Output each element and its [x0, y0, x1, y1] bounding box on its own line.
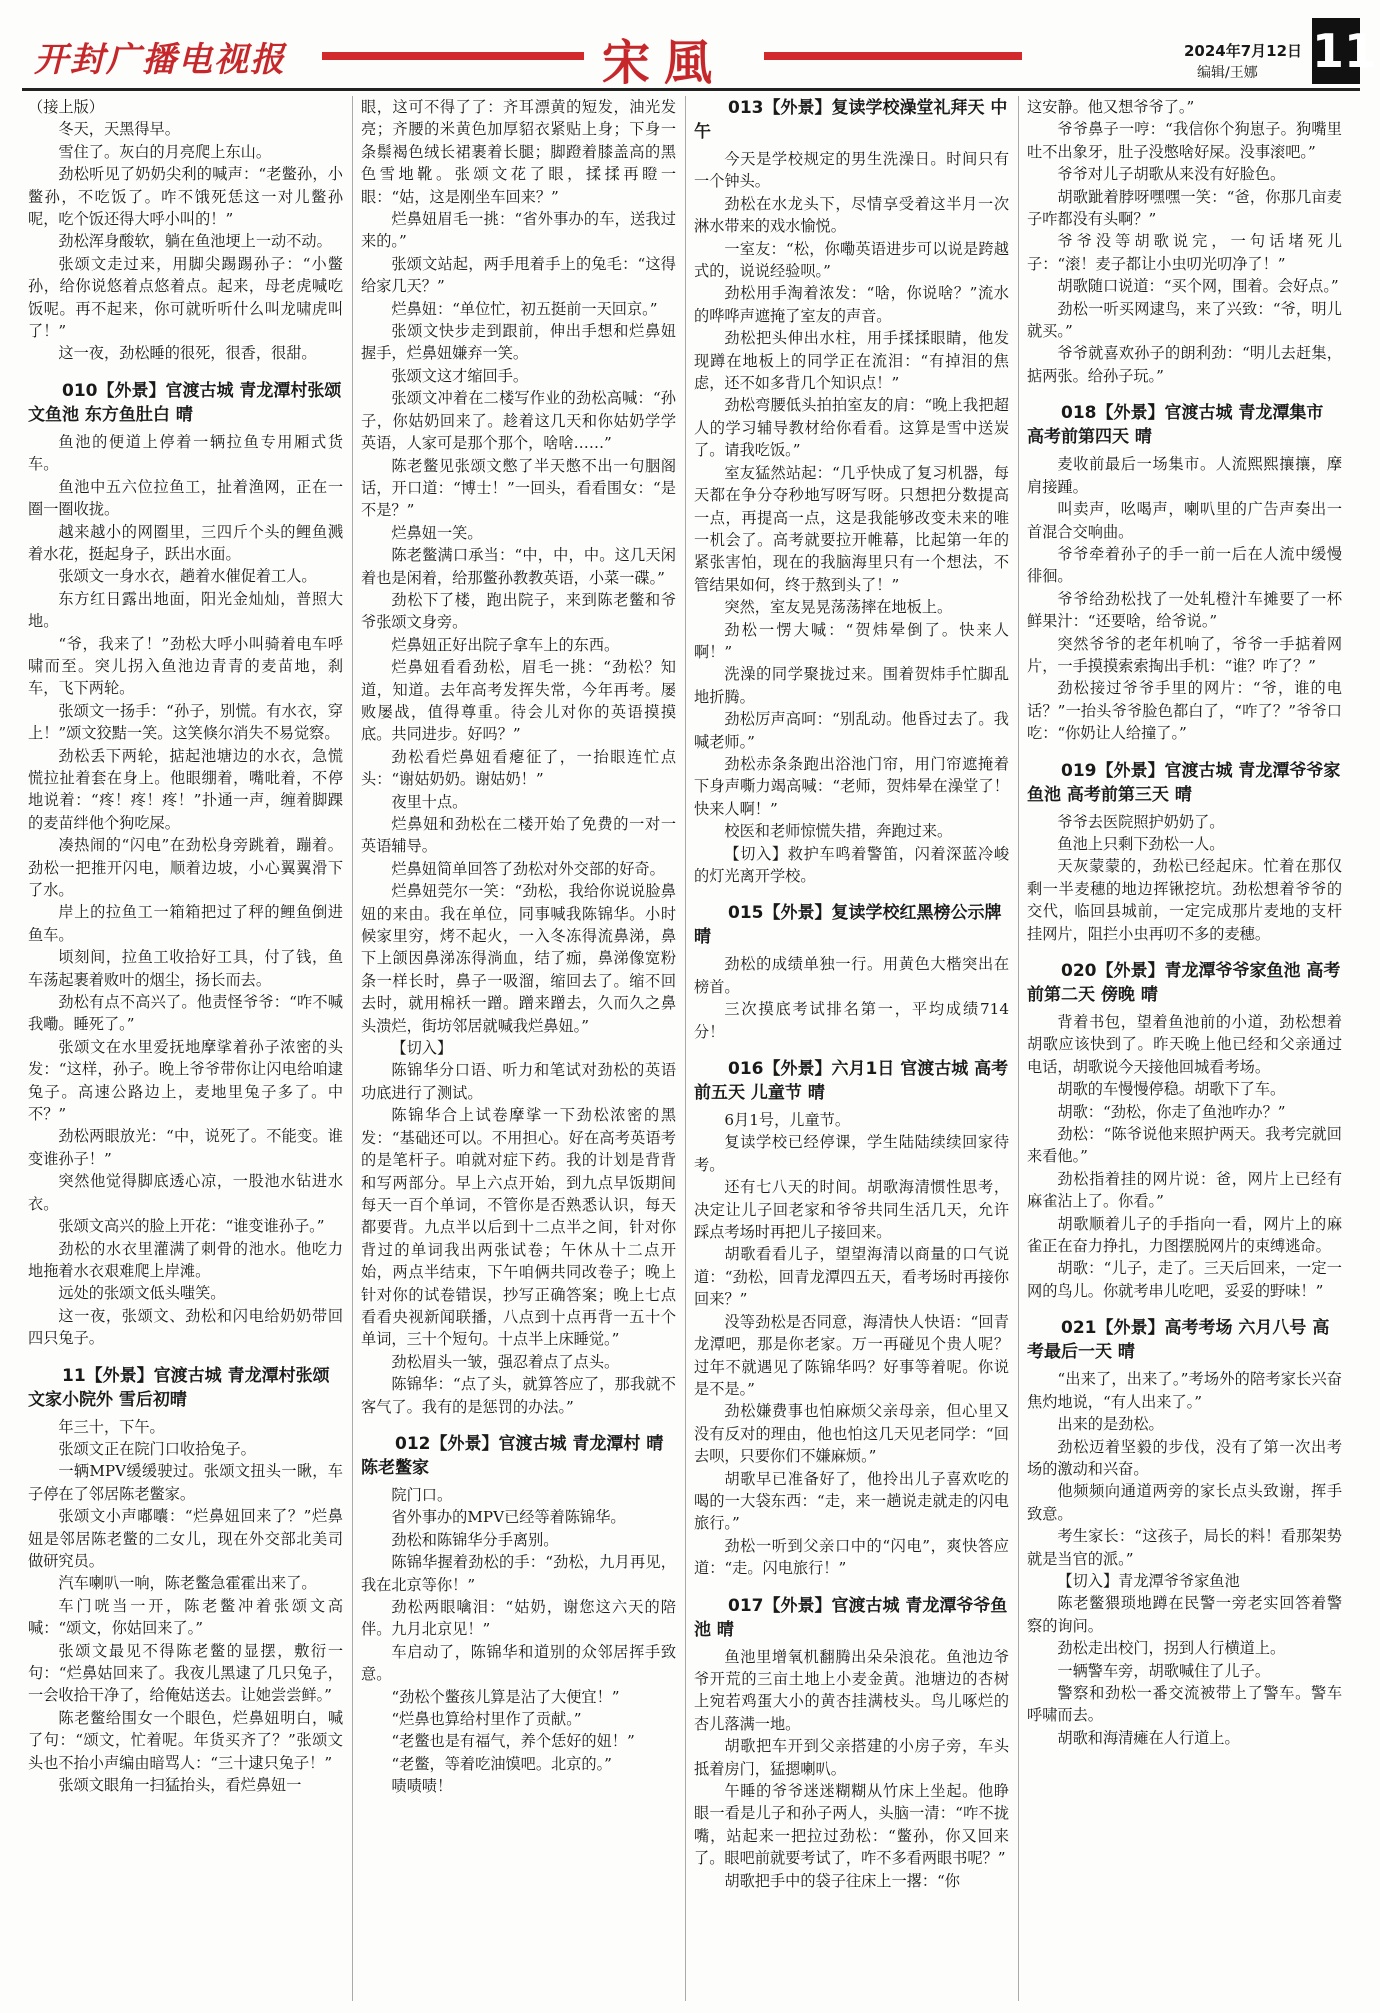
paragraph: 张颂文正在院门口收拾兔子。 [58, 1439, 256, 1458]
paragraph: 张颂文眼角一扫猛抬头，看烂鼻妞一 [58, 1776, 302, 1795]
paragraph: 校医和老师惊慌失措，奔跑过来。 [724, 822, 953, 841]
paragraph: 劲松：“陈爷说他来照护两天。我考完就回来看他。” [1027, 1125, 1342, 1166]
paragraph: 胡歌看看儿子，望望海清以商量的口气说道：“劲松，回青龙潭四五天，看考场时再接你回来？” [694, 1245, 1009, 1309]
paragraph: 陈锦华分口语、听力和笔试对劲松的英语功底进行了测试。 [361, 1061, 676, 1102]
paragraph: 省外事办的MPV已经等着陈锦华。 [391, 1508, 626, 1527]
paragraph: 三次摸底考试排名第一，平均成绩714分！ [694, 1000, 1009, 1041]
paragraph: 啧啧啧！ [391, 1777, 453, 1796]
paragraph: 车门咣当一开，陈老鳖冲着张颂文高喊：“颂文，你姑回来了。” [28, 1596, 343, 1638]
paragraph: 复读学校已经停课，学生陆陆续续回家待考。 [694, 1133, 1009, 1174]
paragraph: 今天是学校规定的男生洗澡日。时间只有一个钟头。 [694, 150, 1009, 191]
scene-heading: 015【外景】复读学校红黑榜公示牌 晴 [694, 903, 1002, 948]
paragraph: 一辆警车旁，胡歌喊住了儿子。 [1057, 1661, 1271, 1680]
paragraph: 一辆MPV缓缓驶过。张颂文扭头一瞅，车子停在了邻居陈老鳖家。 [28, 1462, 343, 1503]
scene-heading: 012【外景】官渡古城 青龙潭村 晴 陈老鳖家 [361, 1433, 664, 1478]
paragraph: 陈老鳖给围女一个眼色，烂鼻妞明白，喊了句：“颂文，忙着呢。年货买齐了？”张颂文头也不抬小声编由暗骂人：“三十逮只兔子！” [28, 1708, 343, 1772]
editor-credit: 编辑/王娜 [1197, 65, 1258, 81]
paragraph: 还有七八天的时间。胡歌海清惯性思考，决定让儿子回老家和爷爷共同生活几天，允许踩点考场时再把儿子接回来。 [694, 1178, 1009, 1242]
paragraph: 突然，室友晃晃荡荡摔在地板上。 [724, 598, 953, 617]
scene-heading: 021【外景】高考考场 六月八号 高考最后一天 晴 [1027, 1318, 1330, 1363]
paragraph: 远处的张颂文低头嗤笑。 [58, 1284, 226, 1303]
scene-heading: 010【外景】官渡古城 青龙潭村张颂文鱼池 东方鱼肚白 晴 [28, 380, 342, 425]
paragraph: 【切入】青龙潭爷爷家鱼池 [1057, 1571, 1240, 1590]
paragraph: 警察和劲松一番交流被带上了警车。警车呼啸而去。 [1027, 1683, 1342, 1725]
paragraph: 陈锦华：“点了头，就算答应了，那我就不客气了。我有的是惩罚的办法。” [361, 1375, 676, 1416]
paragraph: 张颂文站起，两手甩着手上的兔毛：“这得给家几天？” [361, 254, 676, 296]
paragraph: 张颂文快步走到跟前，伸出手想和烂鼻妞握手，烂鼻妞嫌弃一笑。 [361, 322, 676, 363]
paragraph: “烂鼻也算给村里作了贡献。” [391, 1710, 582, 1729]
paragraph: 张颂文小声嘟囔：“烂鼻妞回来了？”烂鼻妞是邻居陈老鳖的二女儿，现在外交部北美司做研究员。 [28, 1507, 343, 1570]
column-1 [28, 96, 343, 2001]
paragraph: 爷爷给劲松找了一处轧橙汁车摊要了一杯鲜果汁：“还要啥，给爷说。” [1027, 589, 1342, 631]
paragraph: 张颂文走过来，用脚尖踢踢孙子：“小鳖孙，给你说悠着点悠着点。起来，母老虎喊吃饭呢。再不起来，你可就听听什么叫龙啸虎叫了！” [28, 254, 343, 341]
paragraph: 烂鼻妞正好出院子拿车上的东西。 [391, 635, 620, 654]
paragraph: 室友猛然站起：“几乎快成了复习机器，每天都在争分夺秒地写呀写呀。只想把分数提高一点，再提高一点，这是我能够改变未来的唯一机会了。高考就要拉开帷幕，比起第一年的紧张害怕，现在的我脑海里只有一个想法，不管结果如何，终于熬到头了！” [694, 463, 1009, 594]
column-divider [1018, 96, 1019, 2001]
paragraph: 这一夜，劲松睡的很死，很香，很甜。 [58, 344, 317, 363]
paragraph: 麦收前最后一场集市。人流熙熙攘攘，摩肩接踵。 [1027, 455, 1342, 496]
paragraph: 劲松把头伸出水柱，用手揉揉眼睛，他发现蹲在地板上的同学正在流泪：“有掉泪的焦虑，还不如多背几个知识点！” [694, 329, 1009, 393]
paragraph: 爷爷鼻子一哼：“我信你个狗崽子。狗嘴里吐不出象牙，肚子没憋啥好屎。没事滚吧。” [1027, 120, 1342, 161]
paragraph: 劲松厉声高呵：“别乱动。他昏过去了。我喊老师。” [694, 710, 1009, 751]
paragraph: 张颂文一扬手：“孙子，别慌。有水衣，穿上！”颂文狡黠一笑。这笑倏尔消失不易觉察。 [28, 701, 343, 743]
paragraph: 顷刻间，拉鱼工收拾好工具，付了钱，鱼车荡起裹着败叶的烟尘，扬长而去。 [28, 948, 343, 989]
paragraph: 胡歌把手中的袋子往床上一撂：“你 [724, 1871, 960, 1890]
paragraph: 午睡的爷爷迷迷糊糊从竹床上坐起。他睁眼一看是儿子和孙子两人，头脑一清：“咋不拢嘴，站起来一把拉过劲松：“鳖孙，你又回来了。眼吧前就要考试了，咋不多看两眼书呢？” [694, 1782, 1009, 1868]
paragraph: 【切入】救护车鸣着警笛，闪着深蓝冷峻的灯光离开学校。 [694, 844, 1009, 885]
paragraph: 突然他觉得脚底透心凉，一股池水钻进水衣。 [28, 1172, 343, 1213]
paper-name: 开封广播电视报 [34, 40, 286, 80]
masthead-red-bar-left [322, 52, 584, 60]
paragraph: 胡歌把车开到父亲搭建的小房子旁，车头抵着房门，猛摁喇叭。 [694, 1737, 1009, 1778]
scene-heading: 018【外景】官渡古城 青龙潭集市 高考前第四天 晴 [1027, 403, 1324, 448]
column-divider [685, 96, 686, 2001]
paragraph: 劲松有点不高兴了。他责怪爷爷：“咋不喊我嘞。睡死了。” [28, 993, 343, 1034]
paragraph: 劲松丢下两轮，掂起池塘边的水衣，急慌慌拉扯着套在身上。他眼绷着，嘴吡着，不停地说着：“疼！疼！疼！”扑通一声，缠着脚踝的麦苗绊他个狗吃屎。 [28, 746, 343, 832]
paragraph: 胡歌顺着儿子的手指向一看，网片上的麻雀正在奋力挣扎，力图摆脱网片的束缚逃命。 [1027, 1214, 1342, 1256]
paragraph: 劲松看烂鼻妞看瘪征了，一抬眼连忙点头：“谢姑奶奶。谢姑奶！” [361, 747, 676, 789]
paragraph: 劲松和陈锦华分手离别。 [391, 1530, 559, 1549]
paragraph: 张颂文高兴的脸上开花：“谁变谁孙子。” [58, 1217, 325, 1236]
paragraph: 鱼池里增氧机翻腾出朵朵浪花。鱼池边爷爷开荒的三亩土地上小麦金黄。池塘边的杏树上宛若鸡蛋大小的黄杏挂满枝头。鸟儿啄烂的杏儿落满一地。 [694, 1647, 1009, 1733]
paragraph: 出来的是劲松。 [1057, 1415, 1164, 1434]
paragraph: 一室友：“松，你嘞英语进步可以说是跨越式的，说说经验呗。” [694, 239, 1009, 281]
paragraph: 夜里十点。 [391, 792, 468, 811]
paragraph: 劲松两眼噙泪：“姑奶，谢您这六天的陪伴。九月北京见！” [361, 1598, 676, 1639]
paragraph: 叫卖声，吆喝声，喇叭里的广告声奏出一首混合交响曲。 [1027, 500, 1342, 541]
paragraph: 劲松指着挂的网片说：爸，网片上已经有麻雀沾上了。你看。” [1027, 1169, 1342, 1211]
paragraph: 胡歌：“劲松，你走了鱼池咋办？” [1057, 1102, 1286, 1121]
paragraph: 劲松用手淘着浓发：“啥，你说啥？”流水的哗哗声遮掩了室友的声音。 [694, 284, 1009, 325]
column-4 [1027, 96, 1342, 2001]
paragraph: 胡歌跐着脖呀嘿嘿一笑：“爸，你那几亩麦子咋都没有头啊？” [1027, 187, 1342, 229]
paragraph: 烂鼻妞简单回答了劲松对外交部的好奇。 [391, 859, 665, 878]
paragraph: 张颂文在水里爱抚地摩挲着孙子浓密的头发：“这样，孙子。晚上爷爷带你让闪电给咱逮兔子。高速公路边上，麦地里兔子多了。中不？” [28, 1037, 343, 1124]
paragraph: 烂鼻妞看看劲松，眉毛一挑：“劲松？知道，知道。去年高考发挥失常，今年再考。屡败屡战，值得尊重。待会儿对你的英语摸摸底。共同进步。好吗？” [361, 658, 676, 744]
paragraph: 烂鼻妞：“单位忙，初五挺前一天回京。” [391, 299, 658, 318]
paragraph: 洗澡的同学聚拢过来。围着贺炜手忙脚乱地折腾。 [694, 665, 1009, 706]
paragraph: 劲松的成绩单独一行。用黄色大楷突出在榜首。 [694, 955, 1009, 996]
paragraph: 他频频向通道两旁的家长点头致谢，挥手致意。 [1027, 1482, 1342, 1523]
paragraph: 陈锦华合上试卷摩挲一下劲松浓密的黑发：“基础还可以。不用担心。好在高考英语考的是笔杆子。咱就对症下药。我的计划是背背和写两部分。早上六点开始，到九点早饭期间每天一百个单词，不管你是否熟悉认识，每天都要背。九点半以后到十二点半之间，针对你背过的单词我出两张试卷；午休从十二点开始，两点半结束，下午咱俩共同改卷子；晚上针对你的试卷错误，抄写正确答案；晚上七点看看央视新闻联播，八点到十点再背一五十个单词，三十个短句。十点半上床睡觉。” [361, 1106, 676, 1349]
paragraph: 爷爷牵着孙子的手一前一后在人流中缓慢徘徊。 [1027, 544, 1342, 586]
paragraph: 胡歌随口说道：“买个网，围着。会好点。” [1057, 277, 1339, 296]
paragraph: 张颂文冲着在二楼写作业的劲松高喊：“孙子，你姑奶回来了。趁着这几天和你姑奶学学英语，人家可是那个那个，啥啥……” [361, 389, 676, 453]
paragraph: 劲松接过爷爷手里的网片：“爷，谁的电话？”一抬头爷爷脸色都白了，“咋了？”爷爷口吃：“你奶让人给撞了。” [1027, 679, 1342, 743]
paragraph: 陈锦华握着劲松的手：“劲松，九月再见，我在北京等你！” [361, 1553, 676, 1594]
paragraph: 爷爷去医院照护奶奶了。 [1057, 812, 1225, 831]
paragraph: 张颂文一身水衣，趟着水催促着工人。 [58, 567, 317, 586]
section-name: 宋風 [602, 35, 727, 91]
paragraph: 劲松浑身酸软，躺在鱼池埂上一动不动。 [58, 232, 332, 251]
scene-heading: 019【外景】官渡古城 青龙潭爷爷家鱼池 高考前第三天 晴 [1027, 760, 1341, 805]
paragraph: 爷爷没等胡歌说完，一句话堵死儿子：“滚！麦子都让小虫叨光叨净了！” [1027, 232, 1342, 273]
paragraph: 东方红日露出地面，阳光金灿灿，普照大地。 [28, 589, 343, 631]
paragraph: 烂鼻妞和劲松在二楼开始了免费的一对一英语辅导。 [361, 815, 676, 856]
paragraph: 越来越小的网圈里，三四斤个头的鲤鱼溅着水花，挺起身子，跃出水面。 [28, 522, 343, 563]
paragraph: 爷爷就喜欢孙子的朗利劲：“明儿去赶集，掂两张。给孙子玩。” [1027, 344, 1342, 385]
paragraph: 劲松在水龙头下，尽情享受着这半月一次淋水带来的戏水愉悦。 [694, 194, 1009, 236]
paragraph: 胡歌：“儿子，走了。三天后回来，一定一网的鸟儿。你就考串儿吃吧，妥妥的野味！” [1027, 1259, 1342, 1300]
paragraph: 劲松的水衣里灌满了刺骨的池水。他吃力地拖着水衣艰难爬上岸滩。 [28, 1239, 343, 1280]
paragraph: 烂鼻妞莞尔一笑：“劲松，我给你说说脸鼻妞的来由。我在单位，同事喊我陈锦华。小时候家里穷，烤不起火，一入冬冻得流鼻涕，鼻下上颌因鼻涕冻得淌血，结了痂，鼻涕像宽粉条一样长时，鼻子一吸溜，缩回去了。缩不回去时，就用棉袄一蹭。蹭来蹭去，久而久之鼻头溃烂，街坊邻居就喊我烂鼻妞。” [361, 882, 676, 1035]
paragraph: 劲松眉头一皱，强忍着点了点头。 [391, 1352, 620, 1371]
paragraph: 背着书包，望着鱼池前的小道，劲松想着胡歌应该快到了。昨天晚上他已经和父亲通过电话，胡歌说今天接他回城看考场。 [1027, 1013, 1342, 1076]
scene-heading: 016【外景】六月1日 官渡古城 高考前五天 儿童节 晴 [694, 1059, 1009, 1104]
paragraph: 烂鼻妞一笑。 [391, 523, 483, 542]
paragraph: 汽车喇叭一响，陈老鳖急霍霍出来了。 [58, 1574, 317, 1593]
paragraph: 6月1号，儿童节。 [724, 1111, 851, 1130]
paragraph: 考生家长：“这孩子，局长的料！看那架势就是当官的派。” [1027, 1527, 1342, 1568]
paragraph: 劲松下了楼，跑出院子，来到陈老鳖和爷爷张颂文身旁。 [361, 590, 676, 632]
paragraph: 眼，这可不得了了：齐耳漂黄的短发，油光发亮；齐腰的米黄色加厚貂衣紧贴上身；下身一条鬃褐色绒长裙裹着长腿；脚蹬着膝盖高的黑色雪地靴。张颂文花了眼，揉揉再瞪一眼：“姑，这是刚坐车回来？” [361, 98, 676, 206]
paragraph: 岸上的拉鱼工一箱箱把过了秤的鲤鱼倒进鱼车。 [28, 903, 343, 944]
paragraph: 胡歌的车慢慢停稳。胡歌下了车。 [1057, 1080, 1286, 1099]
column-divider [352, 96, 353, 2001]
paragraph: 劲松赤条条跑出浴池门帘，用门帘遮掩着下身声嘶力竭高喊：“老师，贺炜晕在澡堂了！快来人啊！” [694, 754, 1009, 818]
paragraph: 车启动了，陈锦华和道别的众邻居挥手致意。 [361, 1642, 676, 1684]
paragraph: 天灰蒙蒙的，劲松已经起床。忙着在那仅剩一半麦穗的地边挥锹挖坑。劲松想着爷爷的交代，临回县城前，一定完成那片麦地的支杆挂网片，阻拦小虫再叨不多的麦穗。 [1027, 857, 1342, 943]
paragraph: 烂鼻妞眉毛一挑：“省外事办的车，送我过来的。” [361, 210, 676, 251]
scene-heading: 017【外景】官渡古城 青龙潭爷爷鱼池 晴 [694, 1595, 1008, 1640]
paragraph: 劲松嫌费事也怕麻烦父亲母亲，但心里又没有反对的理由，他也怕这几天见老同学：“回去呗，只要你们不嫌麻烦。” [694, 1402, 1009, 1466]
paragraph: 爷爷对儿子胡歌从来没有好脸色。 [1057, 165, 1286, 184]
paragraph: 陈老鳖见张颂文憋了半天憋不出一句胭阁话，开口道：“博士！”一回头，看看围女：“是不是？” [361, 456, 676, 520]
scene-heading: 013【外景】复读学校澡堂礼拜天 中午 [694, 98, 1008, 142]
issue-date: 2024年7月12日 [1184, 42, 1303, 60]
paragraph: “老鳖，等着吃油馍吧。北京的。” [391, 1754, 612, 1773]
paragraph: 劲松一听买网逮鸟，来了兴致：“爷，明儿就买。” [1027, 299, 1342, 341]
paragraph: 胡歌早已准备好了，他拎出儿子喜欢吃的喝的一大袋东西：“走，来一趟说走就走的闪电旅行。” [694, 1469, 1009, 1533]
paragraph: 突然爷爷的老年机响了，爷爷一手掂着网片，一手摸摸索索掏出手机：“谁？咋了？” [1027, 634, 1342, 675]
paragraph: 劲松弯腰低头拍拍室友的肩：“晚上我把超人的学习辅导教材给你看看。这算是雪中送炭了。请我吃饭。” [694, 396, 1009, 460]
paragraph: 这一夜，张颂文、劲松和闪电给奶奶带回四只兔子。 [28, 1306, 343, 1348]
paragraph: 陈老鳖满口承当：“中，中，中。这几天闲着也是闲着，给那鳖孙教教英语，小菜一碟。” [361, 546, 676, 587]
paragraph: 劲松一愣大喊：“贺炜晕倒了。快来人啊！” [694, 620, 1009, 661]
paragraph: “出来了，出来了。”考场外的陪考家长兴奋焦灼地说，“有人出来了。” [1027, 1370, 1342, 1411]
paragraph: 鱼池的便道上停着一辆拉鱼专用厢式货车。 [28, 432, 343, 474]
paragraph: 【切入】 [391, 1039, 453, 1058]
paragraph: 凑热闹的“闪电”在劲松身旁跳着，蹦着。劲松一把推开闪电，顺着边坡，小心翼翼滑下了水。 [28, 836, 343, 899]
paragraph: 院门口。 [391, 1485, 453, 1504]
paragraph: 没等劲松是否同意，海清快人快语：“回青龙潭吧，那是你老家。万一再碰见个贵人呢？过年不就遇见了陈锦华吗？好事等着呢。你说是不是。” [694, 1312, 1009, 1398]
paragraph: 冬天，天黑得早。 [58, 120, 180, 139]
paragraph: 劲松两眼放光：“中，说死了。不能变。谁变谁孙子！” [28, 1127, 343, 1168]
scene-heading: 11【外景】官渡古城 青龙潭村张颂文家小院外 雪后初晴 [28, 1365, 330, 1410]
paragraph: 张颂文这才缩回手。 [391, 366, 529, 385]
masthead [22, 18, 1377, 91]
scene-heading: 020【外景】青龙潭爷爷家鱼池 高考前第二天 傍晚 晴 [1027, 961, 1341, 1005]
paragraph: 劲松听见了奶奶尖利的喊声：“老鳖孙，小鳖孙，不吃饭了。咋不饿死恁这一对儿鳖孙呢，吃个饭还得大呼小叫的！” [28, 165, 343, 229]
paragraph: “老鳖也是有福气，养个恁好的妞！” [391, 1732, 635, 1751]
paragraph: 年三十，下午。 [58, 1417, 165, 1436]
paragraph: 陈老鳖猥琐地蹲在民警一旁老实回答着警察的询问。 [1027, 1594, 1342, 1635]
paragraph: 劲松迈着坚毅的步伐，没有了第一次出考场的激动和兴奋。 [1027, 1437, 1342, 1478]
article-columns [28, 96, 1354, 2001]
masthead-red-bar-right [764, 52, 1022, 60]
paragraph: 张颂文最见不得陈老鳖的显摆，敷衍一句：“烂鼻姑回来了。我夜儿黑逮了几只兔子，一会收拾干净了，给俺姑送去。让她尝尝鲜。” [28, 1641, 343, 1705]
column-2 [361, 96, 676, 2001]
paragraph: 鱼池中五六位拉鱼工，扯着渔网，正在一圈一圈收拢。 [28, 477, 343, 519]
paragraph: “劲松个鳖孩儿算是沾了大便宜！” [391, 1687, 620, 1706]
paragraph: 这安静。他又想爷爷了。” [1027, 98, 1195, 116]
paragraph: 胡歌和海清瘫在人行道上。 [1057, 1728, 1240, 1747]
paragraph: （接上版） [28, 98, 104, 116]
paragraph: “爷，我来了！”劲松大呼小叫骑着电车呼啸而至。突儿拐入鱼池边青青的麦苗地，刹车，飞下两轮。 [28, 634, 343, 698]
paragraph: 劲松一听到父亲口中的“闪电”，爽快答应道：“走。闪电旅行！” [694, 1536, 1009, 1578]
paragraph: 劲松走出校门，拐到人行横道上。 [1057, 1639, 1286, 1658]
paragraph: 雪住了。灰白的月亮爬上东山。 [58, 142, 272, 161]
page-number: 11 [1312, 18, 1360, 84]
paragraph: 鱼池上只剩下劲松一人。 [1057, 834, 1225, 853]
column-3 [694, 96, 1009, 2001]
